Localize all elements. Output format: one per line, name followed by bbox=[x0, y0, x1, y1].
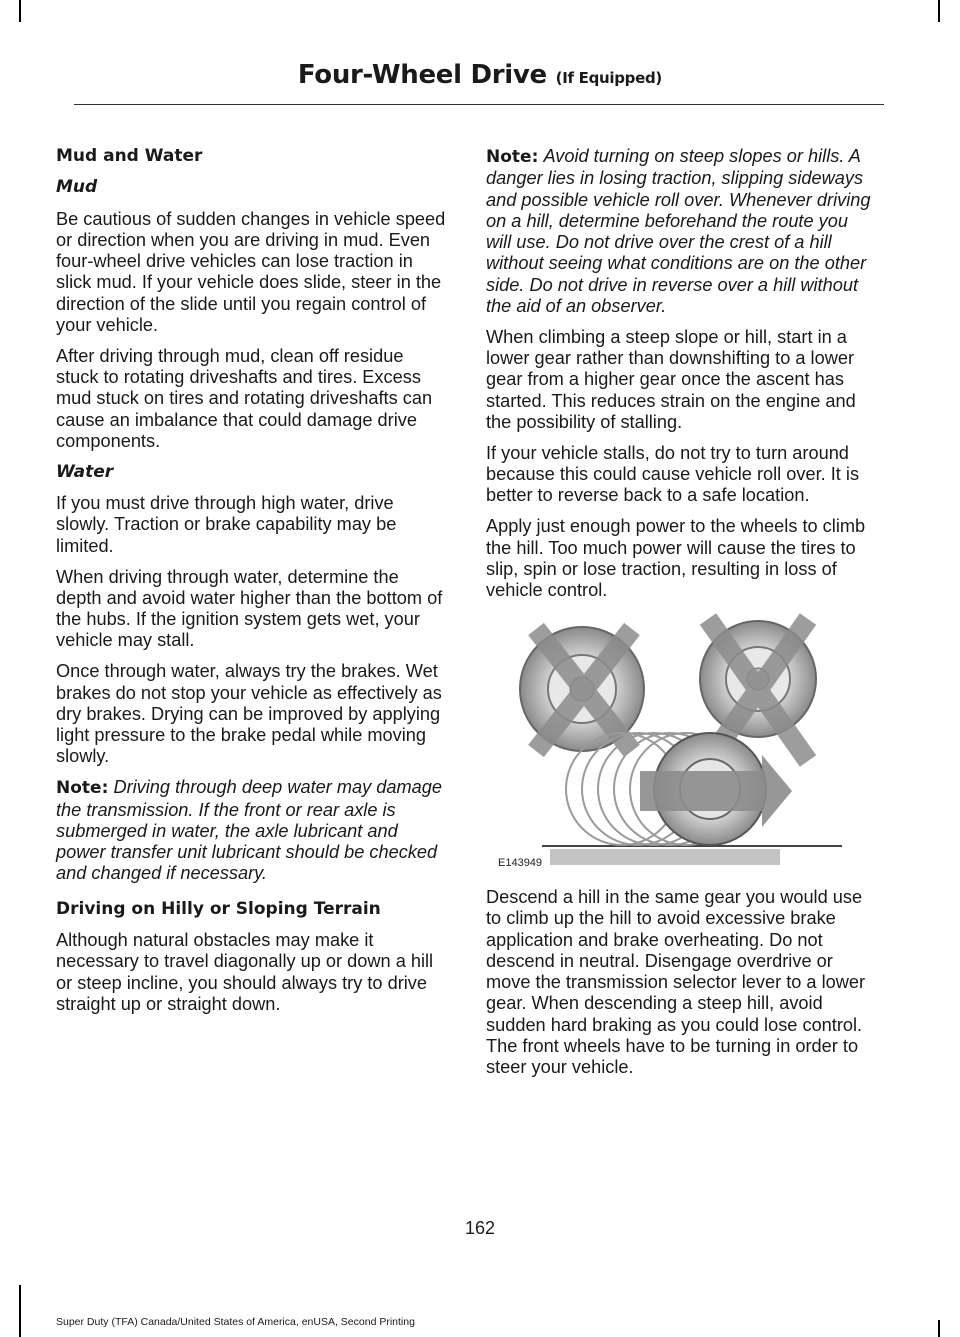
paragraph: Be cautious of sudden changes in vehicle speed or direction when you are driving in mud. Even four-wheel drive vehicles can lose traction in slick mud. If your vehicle does slide, steer in the direction of the slide until you regain control of your vehicle. bbox=[56, 208, 446, 336]
subheading-water: Water bbox=[56, 461, 114, 482]
page-title bbox=[298, 60, 662, 90]
note-hill bbox=[486, 146, 878, 317]
subheading-mud: Mud bbox=[56, 177, 98, 198]
figure-id: E143949 bbox=[498, 856, 543, 869]
paragraph: When driving through water, determine the depth and avoid water higher than the bottom of the hubs. If the ignition system gets wet, your vehicle may stall. bbox=[56, 566, 443, 651]
crop-mark bbox=[938, 0, 940, 22]
paragraph: When climbing a steep slope or hill, start in a lower gear rather than downshifting to a lower gear from a higher gear once the ascent has started. This reduces strain on the engine and the possibility of stalling. bbox=[486, 326, 856, 433]
header-rule bbox=[74, 104, 884, 105]
heading-hilly-terrain: Driving on Hilly or Sloping Terrain bbox=[56, 898, 381, 919]
page-number: 162 bbox=[464, 1218, 496, 1238]
page-title-qualifier: (If Equipped) bbox=[555, 69, 662, 87]
crop-mark bbox=[938, 1320, 940, 1337]
paragraph: If you must drive through high water, drive slowly. Traction or brake capability may be limited. bbox=[56, 493, 397, 556]
paragraph: Descend a hill in the same gear you would use to climb up the hill to avoid excessive brake application and brake overheating. Do not descend in neutral. Disengage overdrive or move the transmission selector lever to a lower gear. When descending a steep hill, avoid sudden hard braking as you could lose control. The front wheels have to be turning in order to steer your vehicle. bbox=[486, 886, 866, 1078]
note-water bbox=[56, 777, 448, 884]
left-column bbox=[56, 146, 448, 1025]
page-title-text: Four-Wheel Drive bbox=[297, 60, 547, 90]
wheel-illustration-svg bbox=[490, 611, 850, 873]
paragraph: After driving through mud, clean off residue stuck to rotating driveshafts and tires. Excess mud stuck on tires and rotating driveshafts can cause an imbalance that could damage drive components. bbox=[56, 345, 433, 452]
note-label: Note: bbox=[486, 147, 539, 167]
footer: Super Duty (TFA) Canada/United States of America, enUSA, Second Printing bbox=[56, 1316, 415, 1328]
heading-mud-water: Mud and Water bbox=[56, 146, 203, 166]
paragraph: Apply just enough power to the wheels to climb the hill. Too much power will cause the tires to slip, spin or lose traction, resulting in loss of vehicle control. bbox=[486, 516, 866, 601]
wheel-traction-illustration bbox=[490, 611, 850, 873]
paragraph: Although natural obstacles may make it necessary to travel diagonally up or down a hill or steep incline, you should always try to drive straight up or straight down. bbox=[56, 930, 434, 1014]
note-text: Driving through deep water may damage the transmission. If the front or rear axle is submerged in water, the axle lubricant and power transfer unit lubricant should be checked and changed if necessary. bbox=[56, 777, 443, 884]
right-column bbox=[486, 146, 878, 1088]
paragraph: Once through water, always try the brakes. Wet brakes do not stop your vehicle as effectively as dry brakes. Drying can be improved by applying light pressure to the brake pedal while moving slowly. bbox=[56, 661, 442, 767]
ground-texture bbox=[550, 849, 780, 865]
crop-mark bbox=[19, 0, 21, 22]
crop-mark bbox=[19, 1285, 21, 1337]
note-label: Note: bbox=[56, 778, 109, 799]
note-text: Avoid turning on steep slopes or hills. A danger lies in losing traction, slipping sideways and possible vehicle roll over. Whenever driving on a hill, determine beforehand the route you will use. Do not drive over the crest of a hill without seeing what conditions are on the other side. Do not drive in reverse over a hill without the aid of an observer. bbox=[486, 146, 871, 317]
paragraph: If your vehicle stalls, do not try to turn around because this could cause vehicle roll over. It is better to reverse back to a safe location. bbox=[486, 442, 860, 506]
